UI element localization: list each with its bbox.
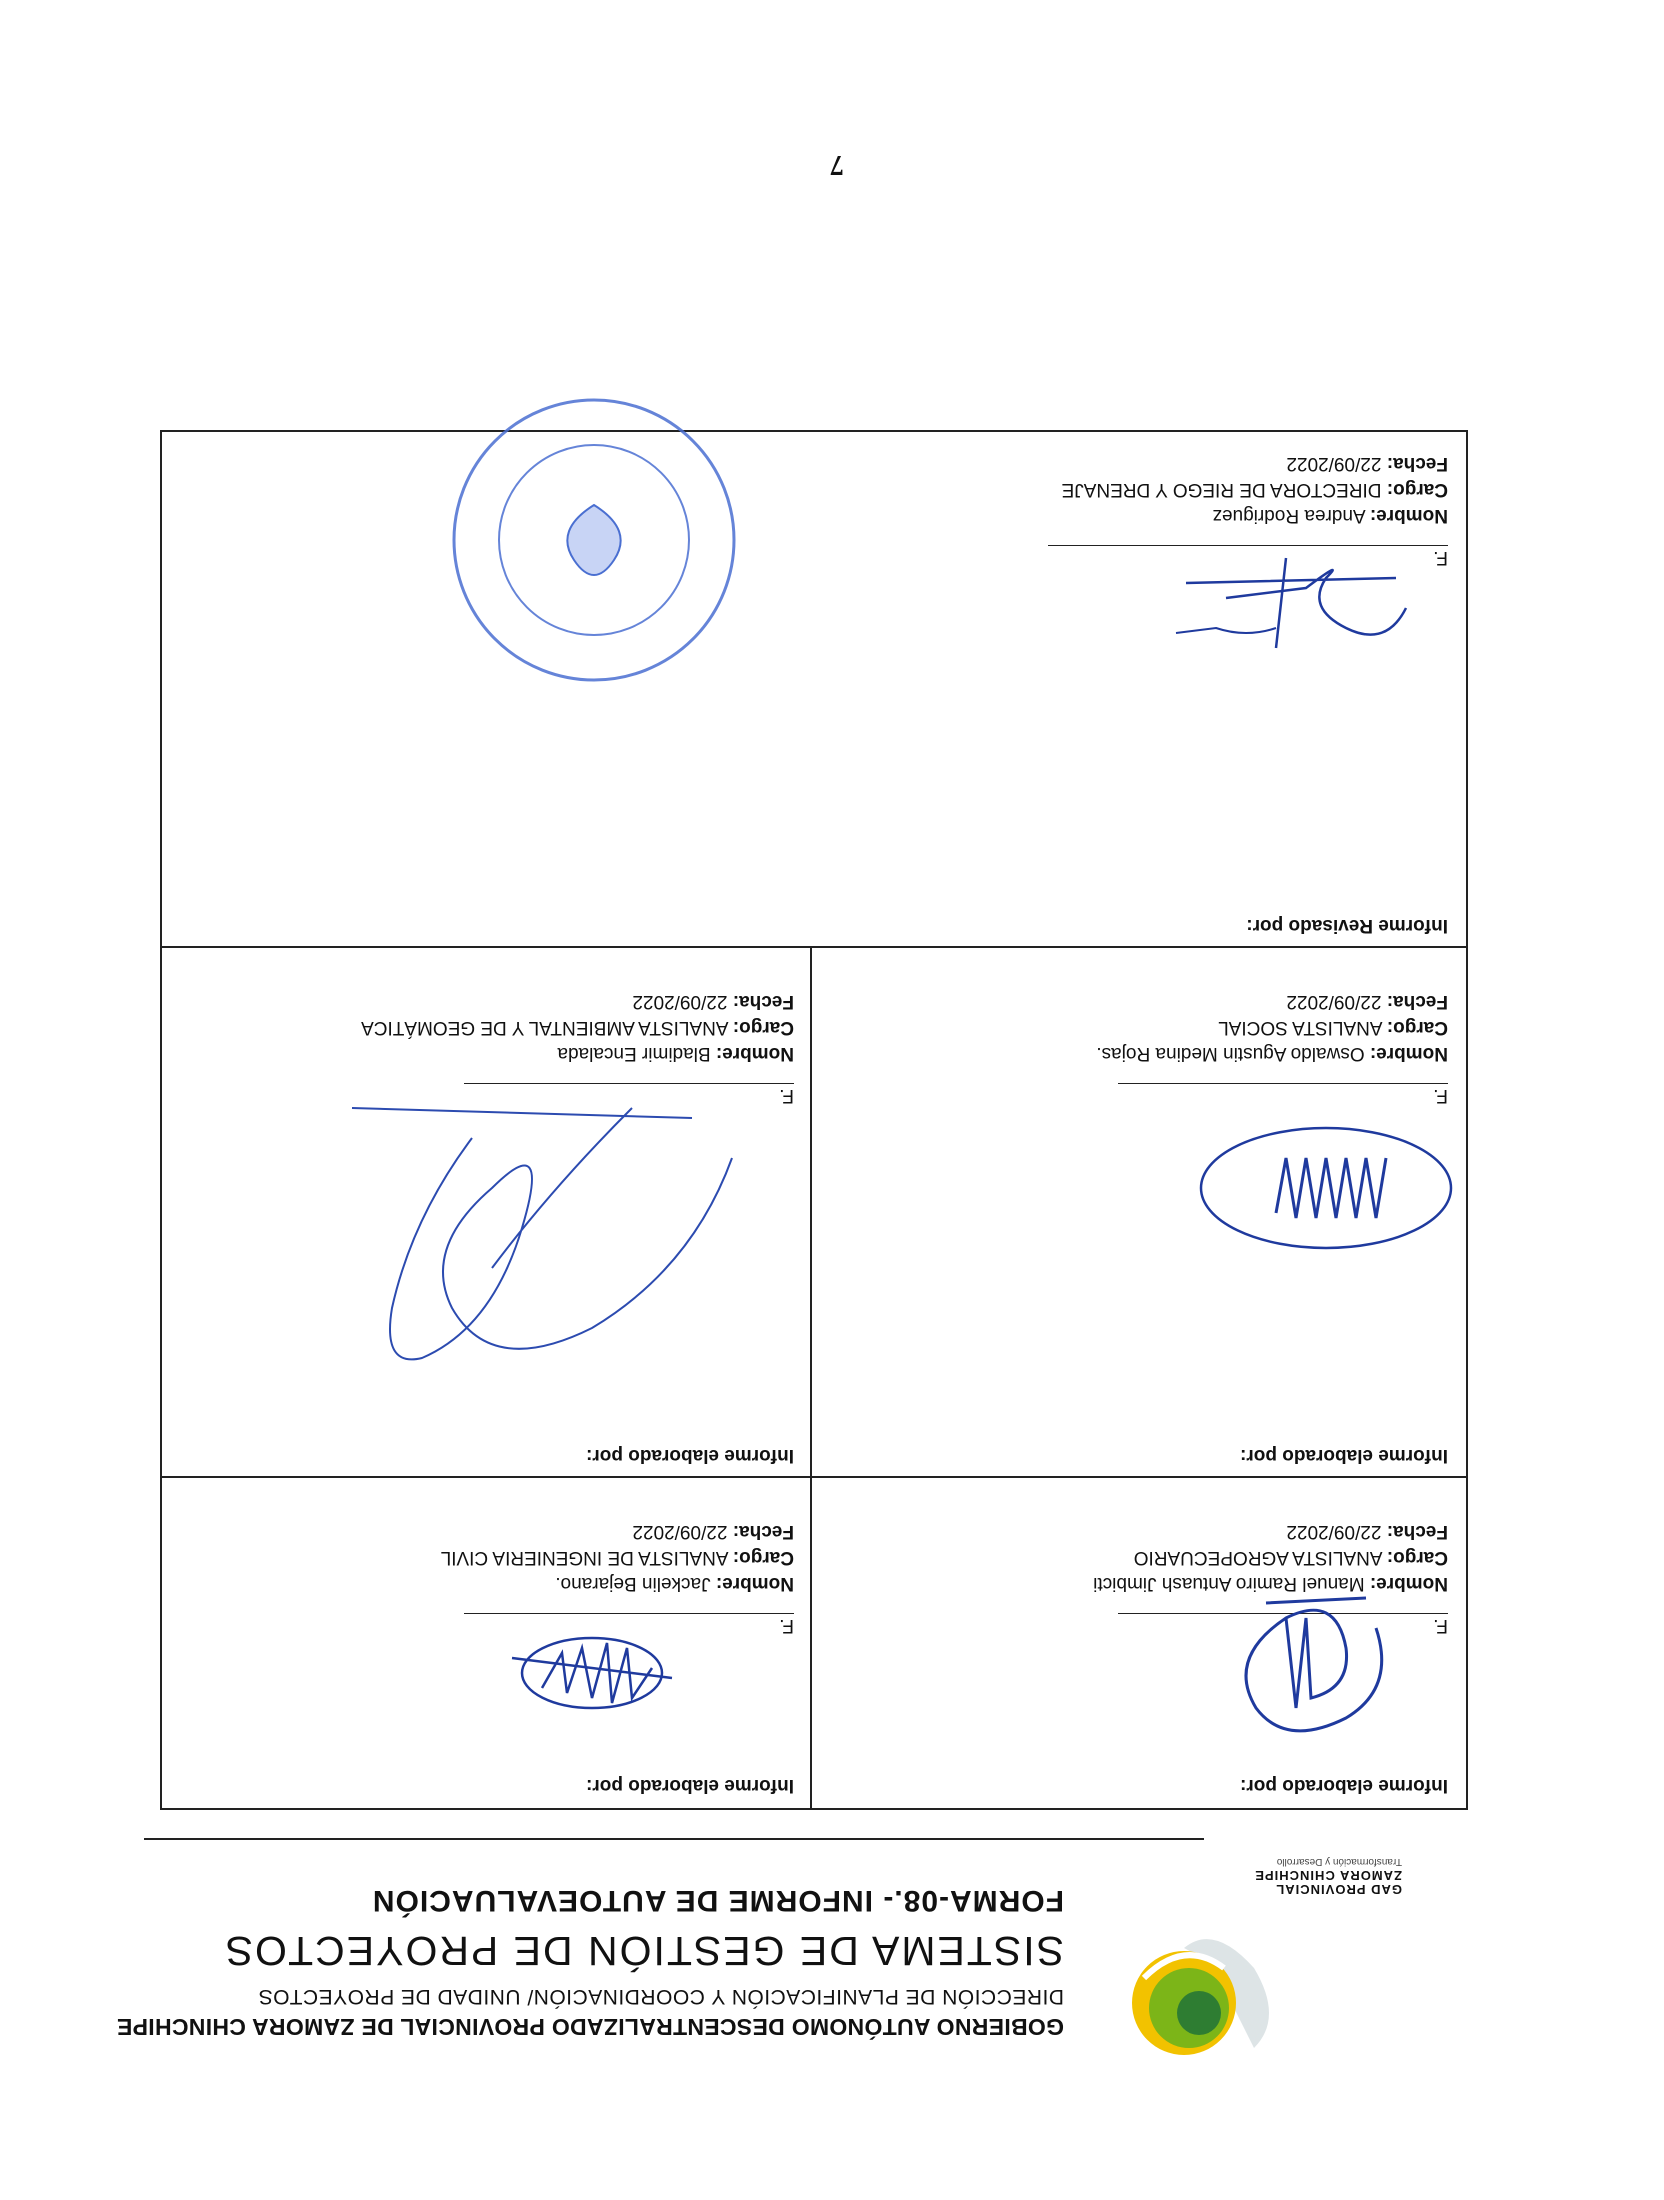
official-stamp xyxy=(444,390,744,690)
role-row: Cargo: ANALISTA DE INGENIERIA CIVIL xyxy=(440,1547,794,1568)
signature-line: F. xyxy=(464,1613,794,1636)
logo-line-1: GAD PROVINCIAL xyxy=(1275,1882,1402,1897)
date-row: Fecha: 22/09/2022 xyxy=(1286,453,1448,474)
name-row: Nombre: Manuel Ramiro Antuash Jimbicti xyxy=(1093,1573,1448,1594)
gad-logo-icon xyxy=(1114,1918,1294,2088)
role-row: Cargo: ANALISTA AGROPECUARIO xyxy=(1133,1547,1448,1568)
logo-caption xyxy=(1202,1854,1402,1896)
name-row: Nombre: Oswaldo Agustin Medina Rojas. xyxy=(1096,1043,1448,1064)
handwritten-signature-4 xyxy=(332,1088,752,1388)
form-title: FORMA-08.- INFORME DE AUTOEVALUACIÓN xyxy=(371,1884,1064,1917)
name-row: Nombre: Jackelin Bejarano. xyxy=(555,1573,794,1594)
cell-heading: Informe Revisado por: xyxy=(1246,915,1448,936)
name-row: Nombre: Bladimir Encalada xyxy=(557,1043,794,1064)
signature-cell-3 xyxy=(812,948,1466,1478)
handwritten-signature-5 xyxy=(1146,548,1426,668)
role-row: Cargo: ANALISTA SOCIAL xyxy=(1218,1017,1448,1038)
signature-cell-1 xyxy=(812,1478,1466,1808)
cell-heading: Informe elaborado por: xyxy=(586,1775,794,1796)
signature-line: F. xyxy=(1118,1613,1448,1636)
organization-name: GOBIERNO AUTÓNOMO DESCENTRALIZADO PROVINCIAL DE ZAMORA CHINCHIPE xyxy=(116,2014,1064,2040)
page-number: 7 xyxy=(830,149,844,180)
signature-line: F. xyxy=(464,1083,794,1106)
signature-cell-2 xyxy=(162,1478,812,1808)
department-name: DIRECCIÓN DE PLANIFICACIÓN Y COORDINACIÓN/ UNIDAD DE PROYECTOS xyxy=(258,1985,1064,2008)
signature-line: F. xyxy=(1118,1083,1448,1106)
signature-cell-5 xyxy=(162,428,1466,948)
handwritten-signature-1 xyxy=(1206,1588,1406,1768)
signature-line: F. xyxy=(1048,545,1448,568)
role-row: Cargo: ANALISTA AMBIENTAL Y DE GEOMÁTICA xyxy=(361,1017,794,1038)
system-title: SISTEMA DE GESTIÓN DE PROYECTOS xyxy=(223,1928,1064,1974)
name-row: Nombre: Andrea Rodriguez xyxy=(1212,505,1448,526)
handwritten-signature-2 xyxy=(492,1618,692,1728)
cell-heading: Informe elaborado por: xyxy=(1240,1775,1448,1796)
cell-heading: Informe elaborado por: xyxy=(586,1445,794,1466)
date-row: Fecha: 22/09/2022 xyxy=(1286,1521,1448,1542)
logo-line-3: Transformación y Desarrollo xyxy=(1276,1856,1402,1867)
date-row: Fecha: 22/09/2022 xyxy=(1286,991,1448,1012)
logo-line-2: ZAMORA CHINCHIPE xyxy=(1254,1868,1402,1883)
role-row: Cargo: DIRECTORA DE RIEGO Y DRENAJE xyxy=(1061,479,1448,500)
document-header xyxy=(0,1856,1664,2200)
header-divider xyxy=(144,1838,1204,1840)
handwritten-signature-3 xyxy=(1186,1108,1466,1268)
cell-heading: Informe elaborado por: xyxy=(1240,1445,1448,1466)
signature-table xyxy=(160,430,1468,1810)
date-row: Fecha: 22/09/2022 xyxy=(632,1521,794,1542)
signature-cell-4 xyxy=(162,948,812,1478)
date-row: Fecha: 22/09/2022 xyxy=(632,991,794,1012)
